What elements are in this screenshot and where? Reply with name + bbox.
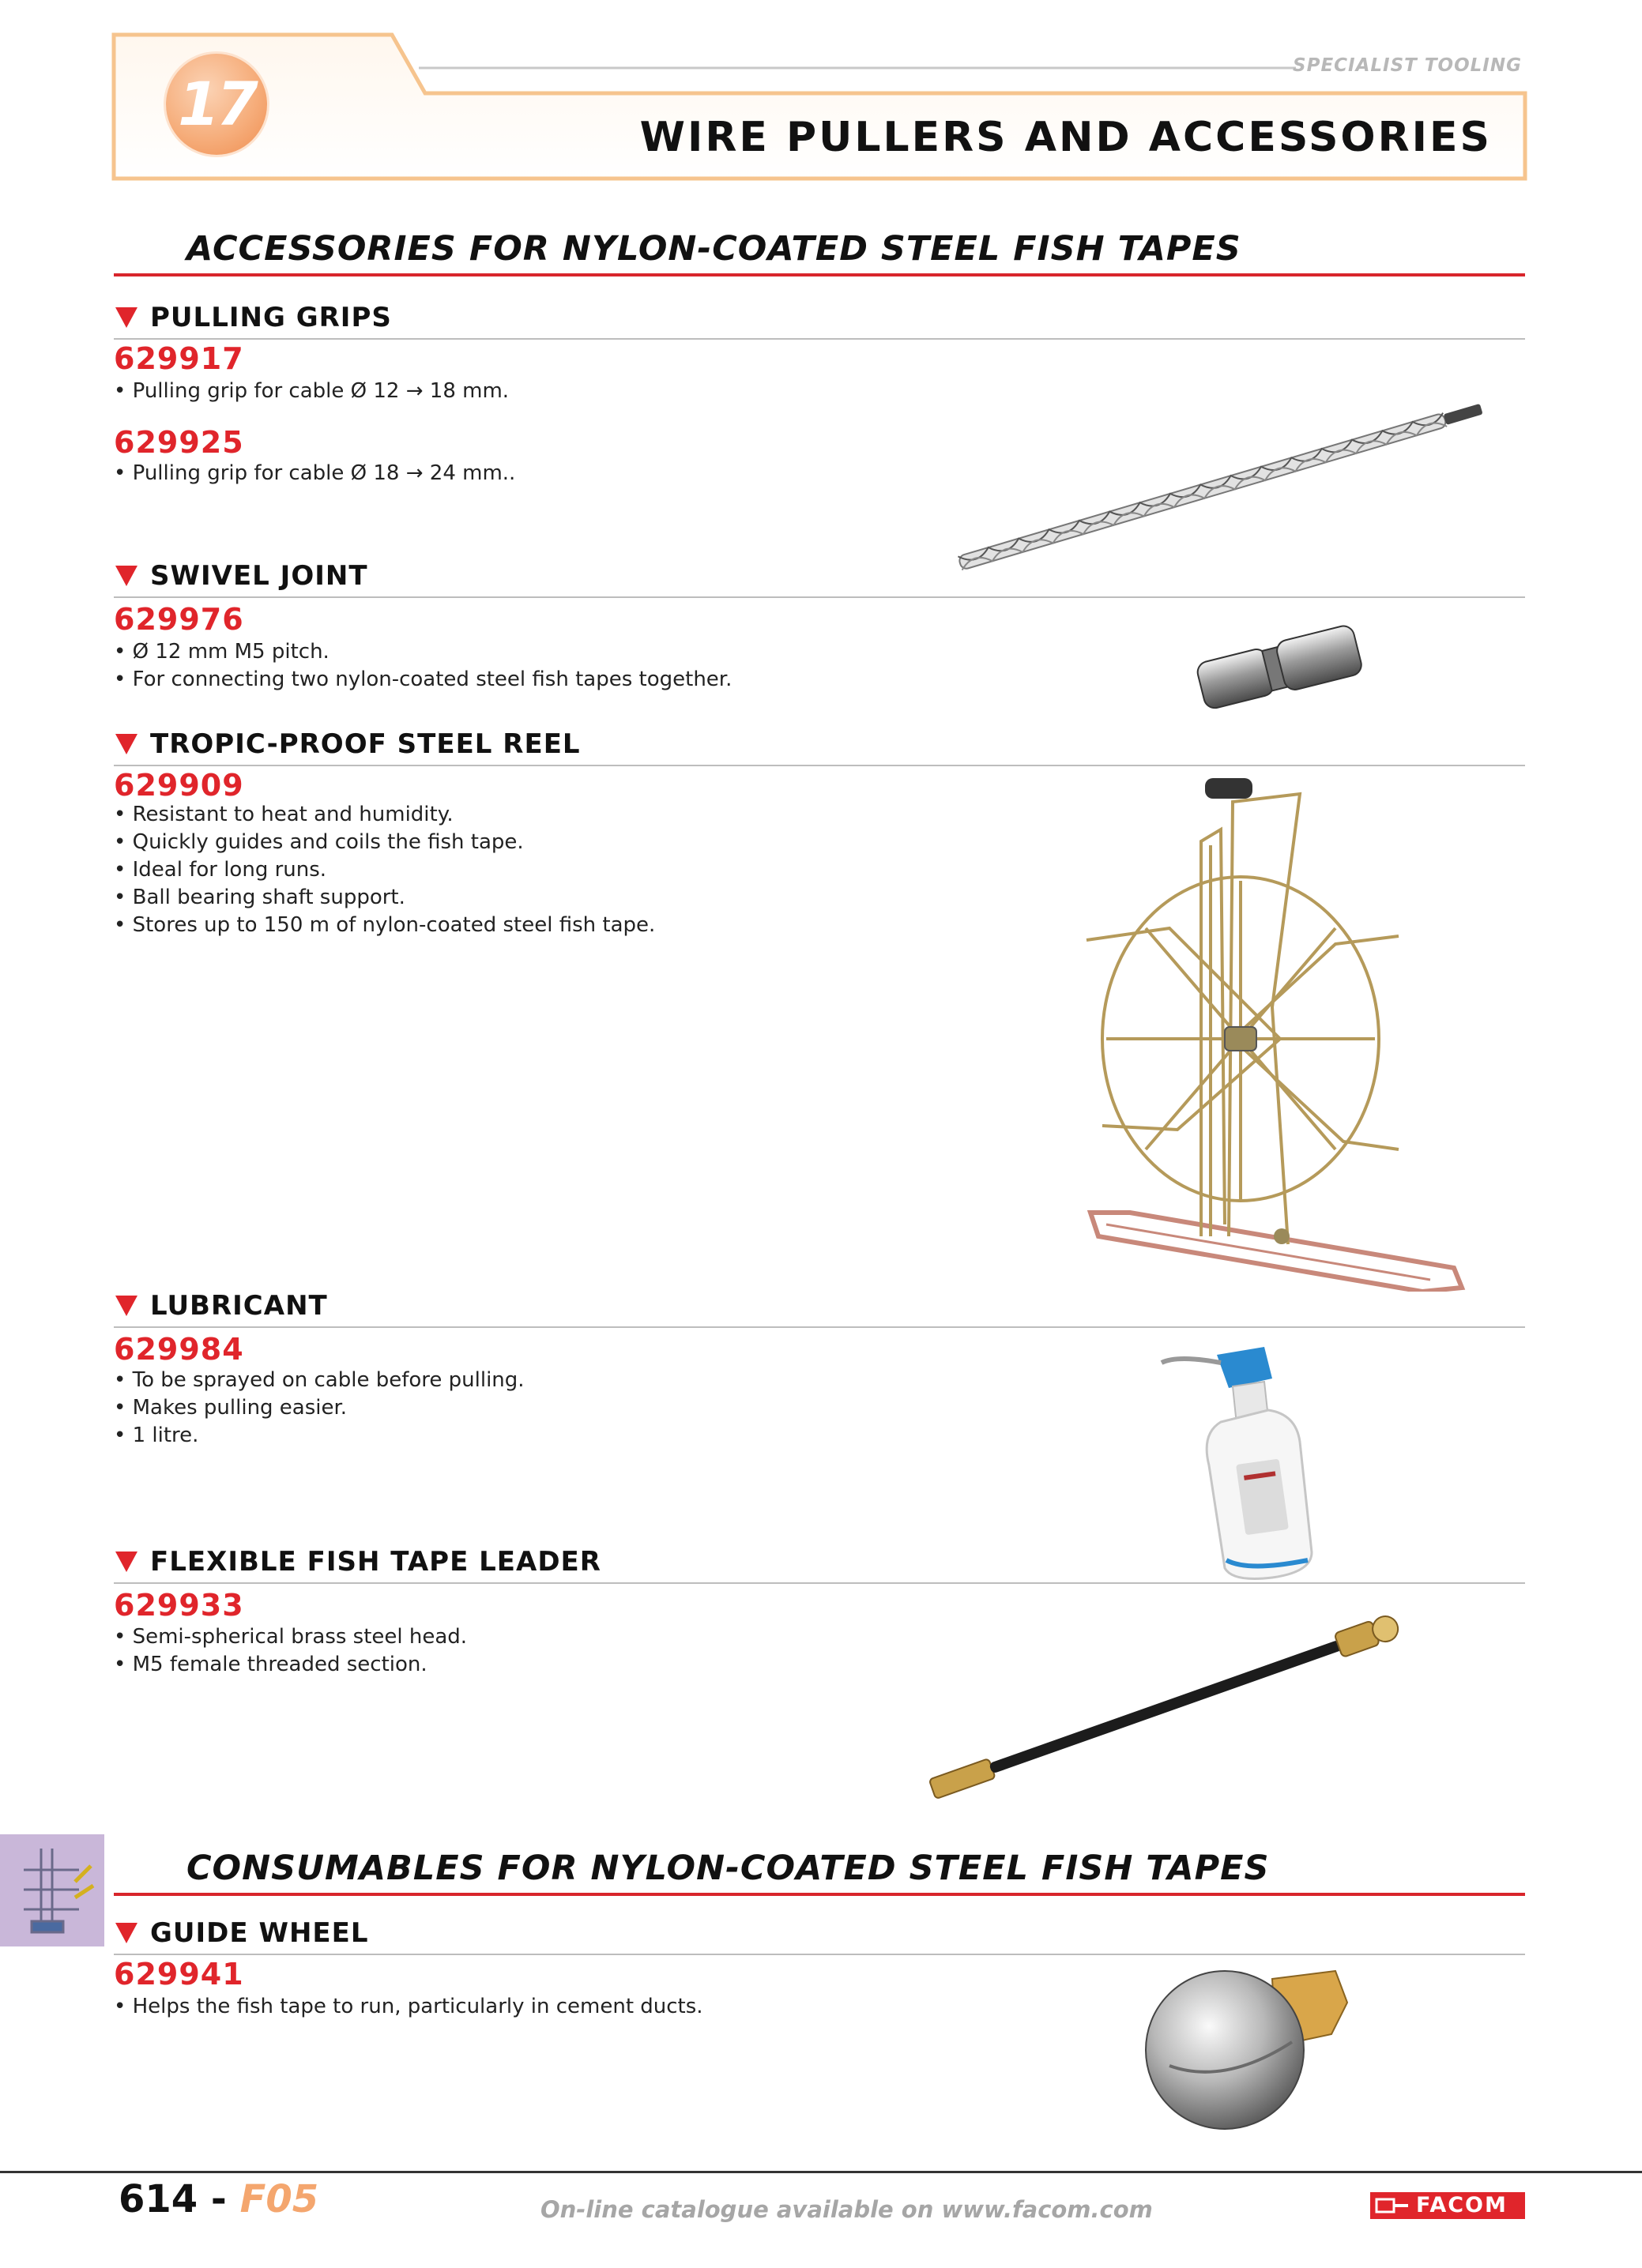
reel-thumbnail-icon [0, 1834, 104, 1946]
chapter-number: 17 [178, 69, 255, 139]
triangle-icon [115, 307, 137, 328]
product-ref: 629984 [114, 1332, 244, 1367]
fish-tape-leader-image [917, 1592, 1438, 1809]
subheading-pulling-grips: PULLING GRIPS [114, 302, 1525, 340]
section-rule [114, 273, 1525, 276]
footer-rule [0, 2171, 1642, 2173]
section-rule [114, 1893, 1525, 1896]
steel-reel-image [1075, 770, 1478, 1292]
product-ref: 629976 [114, 602, 244, 637]
product-bullets: • Ø 12 mm M5 pitch. • For connecting two nylon-coated steel fish tapes together. [114, 638, 732, 694]
triangle-icon [115, 1551, 137, 1572]
chapter-side-tab [0, 1834, 104, 1946]
triangle-icon [115, 1923, 137, 1943]
product-bullets: • Pulling grip for cable Ø 12 → 18 mm. [114, 378, 509, 405]
page-code: F05 [239, 2177, 319, 2221]
product-bullets: • To be sprayed on cable before pulling. • Makes pulling easier. • 1 litre. [114, 1367, 525, 1450]
triangle-icon [115, 566, 137, 586]
facom-logo-icon [1370, 2192, 1414, 2219]
product-bullets: • Helps the fish tape to run, particularly in cement ducts. [114, 1993, 703, 2021]
subheading-swivel-joint: SWIVEL JOINT [114, 560, 1525, 598]
section-title-accessories: ACCESSORIES FOR NYLON-COATED STEEL FISH TAPES [186, 229, 1241, 269]
footer-tagline: On-line catalogue available on www.facom.com [540, 2196, 1153, 2223]
product-ref: 629933 [114, 1588, 244, 1623]
triangle-icon [115, 1296, 137, 1316]
section-title-consumables: CONSUMABLES FOR NYLON-COATED STEEL FISH TAPES [186, 1849, 1270, 1888]
facom-logo: FACOM [1370, 2192, 1525, 2219]
product-bullets: • Pulling grip for cable Ø 18 → 24 mm.. [114, 460, 515, 487]
category-label: SPECIALIST TOOLING [1293, 55, 1522, 76]
chapter-badge [166, 54, 267, 155]
page-number: 614 - F05 [119, 2177, 319, 2221]
product-ref: 629925 [114, 425, 244, 460]
subheading-lubricant: LUBRICANT [114, 1290, 1525, 1328]
subheading-fish-tape-leader: FLEXIBLE FISH TAPE LEADER [114, 1546, 1525, 1584]
product-ref: 629941 [114, 1957, 244, 1992]
product-bullets: • Resistant to heat and humidity. • Quickly guides and coils the fish tape. • Ideal for long runs. • Ball bearing shaft support. • Stores up to 150 m of nylon-coated steel fish tape. [114, 801, 655, 939]
product-ref: 629909 [114, 768, 244, 803]
product-bullets: • Semi-spherical brass steel head. • M5 female threaded section. [114, 1623, 467, 1679]
pulling-grip-image [948, 359, 1525, 581]
page-title: WIRE PULLERS AND ACCESSORIES [639, 114, 1492, 161]
product-ref: 629917 [114, 341, 244, 376]
subheading-steel-reel: TROPIC-PROOF STEEL REEL [114, 728, 1525, 766]
subheading-guide-wheel: GUIDE WHEEL [114, 1917, 1525, 1955]
triangle-icon [115, 734, 137, 754]
guide-wheel-image [1138, 1947, 1359, 2145]
swivel-joint-image [1193, 600, 1375, 711]
